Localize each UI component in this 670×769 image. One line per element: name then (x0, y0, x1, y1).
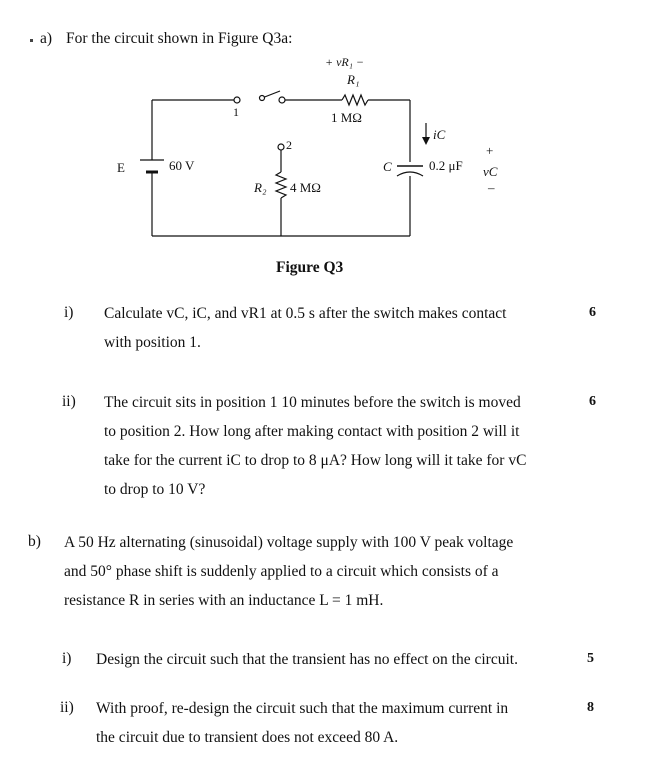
a-q1-line2: with position 1. (104, 334, 201, 351)
a-q2-line3: take for the current iC to drop to 8 μA? How long will it take for vC (104, 452, 527, 469)
a-q1-marks: 6 (589, 305, 596, 320)
r2-value: 4 MΩ (290, 180, 321, 195)
switch-contact-common (279, 97, 285, 103)
source-value: 60 V (169, 158, 195, 173)
switch-contact-1 (234, 97, 240, 103)
r1-label: R₁ (347, 72, 360, 87)
b-q2-marks: 8 (587, 700, 594, 715)
b-q1-line1: Design the circuit such that the transient has no effect on the circuit. (96, 651, 518, 668)
b-line3: resistance R in series with an inductance L = 1 mH. (64, 592, 384, 609)
ic-arrow-head (422, 137, 430, 145)
b-q1-label: i) (62, 650, 72, 667)
switch-pos2-label: 2 (286, 138, 292, 152)
a-q1-line1: Calculate vC, iC, and vR1 at 0.5 s after the switch makes contact (104, 305, 507, 322)
r1-value: 1 MΩ (331, 110, 362, 125)
cap-label: C (383, 159, 392, 174)
b-line1: A 50 Hz alternating (sinusoidal) voltage supply with 100 V peak voltage (64, 534, 514, 551)
switch-pos1-label: 1 (233, 105, 239, 119)
b-line2: and 50° phase shift is suddenly applied to a circuit which consists of a (64, 563, 499, 580)
r1-zigzag (342, 95, 368, 105)
b-q1-marks: 5 (587, 651, 594, 666)
a-q2-line4: to drop to 10 V? (104, 481, 206, 498)
ic-label: iC (433, 127, 446, 142)
a-q2-line2: to position 2. How long after making contact with position 2 will it (104, 423, 520, 440)
r2-zigzag (276, 172, 286, 198)
vr1-label: + vR₁ − (325, 55, 365, 69)
vc-plus: + (486, 143, 494, 158)
capacitor-plate-bottom (397, 172, 423, 176)
b-q2-line1: With proof, re-design the circuit such that the maximum current in (96, 700, 509, 717)
vc-label: vC (483, 164, 498, 179)
a-q2-line1: The circuit sits in position 1 10 minutes before the switch is moved (104, 394, 521, 411)
switch-contact-2 (278, 144, 284, 150)
cap-value: 0.2 μF (429, 158, 463, 173)
a-q2-label: ii) (62, 393, 76, 410)
part-a-label: a) (40, 30, 53, 47)
source-label: E (117, 160, 125, 175)
b-q2-label: ii) (60, 699, 74, 716)
part-a-intro: For the circuit shown in Figure Q3a: (66, 30, 293, 47)
b-q2-line2: the circuit due to transient does not exceed 80 A. (96, 729, 399, 746)
vc-minus: – (488, 180, 495, 195)
a-q1-label: i) (64, 304, 74, 321)
figure-caption: Figure Q3 (276, 259, 344, 276)
part-b-label: b) (28, 533, 41, 550)
r2-label: R₂ (254, 180, 267, 195)
a-q2-marks: 6 (589, 394, 596, 409)
switch-pivot (260, 96, 265, 101)
